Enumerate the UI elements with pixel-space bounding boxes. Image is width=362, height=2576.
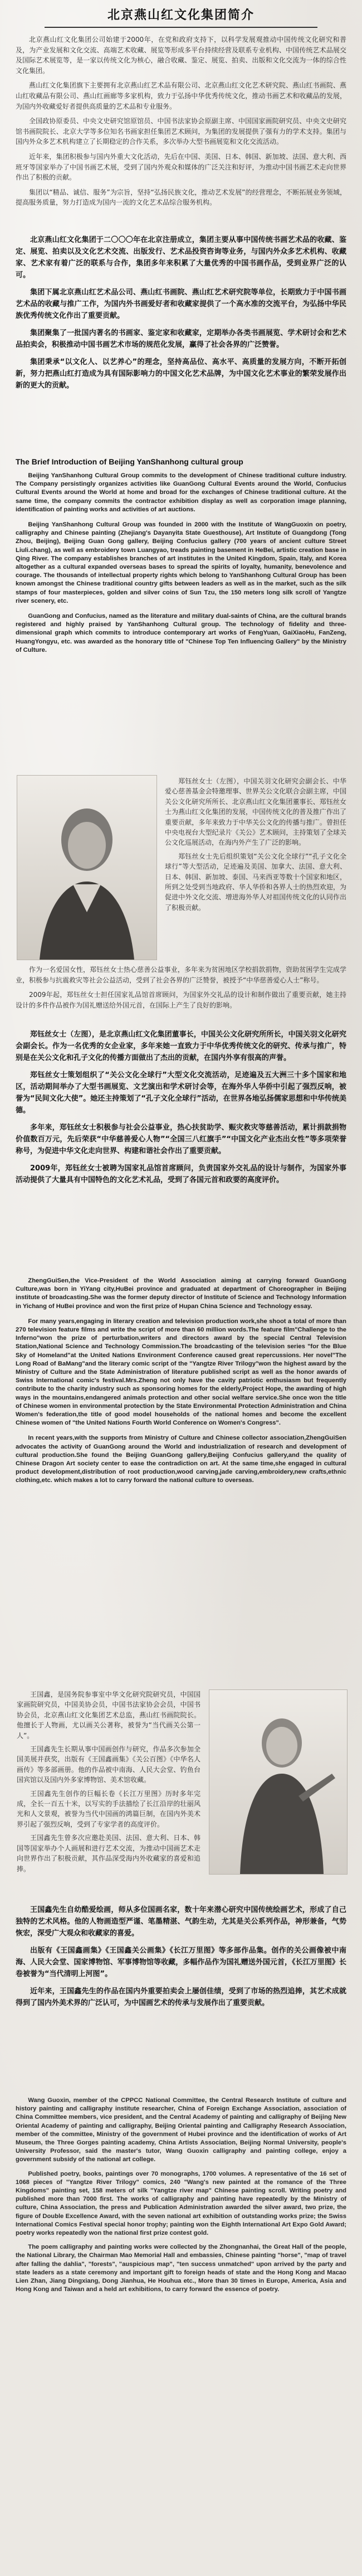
zheng-zh-bold-paragraph: 多年来，郑钰丝女士积极参与社会公益事业，热心扶贫助学、赈灾救灾等慈善活动，累计捐款捐物价值数百万元，先后荣获“中华慈善爱心人物”“全国三八红旗手”“中国文化产业杰出女性”等多项荣誉称号，为促进中华文化走向世界、构建和谐社会作出了重要贡献。: [16, 1124, 346, 1155]
intro-en-paragraph: Beijing YanShanhong Cultural Group was founded in 2000 with the Institute of WangGuoxin on poetry, calligraphy and Chinese painting (Zhejiang's Dayanyita State Guesthouse), Art Institute of Guangdong (Tong Zhou, Beijing), Beijing Guan Gong gallery, Beijing Confucius gallery (700 years of ancient culture Street Liuli.chang), as well as embroidery town Luangyao, treads painting basement in HeBei, artistic creation base in Qing River. The company establishes branches of art institutes in the United Kingdom, Spain, Italy, and Korea altogether as a cultural expanded overseas bases to spread the spirits of loyalty, humanity, benevolence and courage. The thousands of intellectual property rights which belong to YanShanhong Cultural Group has been known amongst the Chinese traditional country gifts between leaders as well as in the market, such as the silk stamps of four masterpieces, golden and silver coins of Sun Tzu, the 150 meters long silk scroll of Yangtze river scenery, etc.: [16, 521, 346, 604]
wang-zh-bold-paragraph: 近年来，王国鑫先生的作品在国内外重要拍卖会上屡创佳绩，受到了市场的热烈追捧，其艺术成就得到了国内外美术界的广泛认可，为中国画艺术的传承与发展作出了重要贡献。: [16, 1987, 346, 2007]
zheng-zh-paragraph: 2009年起，郑钰丝女士担任国家礼品馆首席顾问，为国家外交礼品的设计和制作做出了重要贡献，她主持设计的多件作品被作为国礼赠送给外国元首，在国际上产生了良好的影响。: [16, 991, 346, 1009]
page-title: 北京燕山红文化集团简介: [107, 8, 255, 22]
zheng-zh-continued: [16, 965, 346, 1015]
intro-zh-bold-paragraph: 集团下属北京燕山红艺术品公司、燕山红书画院、燕山红艺术研究院等单位，长期致力于中国书画艺术品的收藏与推广工作，为国内外书画爱好者和收藏家提供了一个高水准的交流平台，为弘扬中华民族优秀传统文化作出了重要贡献。: [16, 288, 346, 320]
intro-zh-paragraph: 燕山红文化集团旗下主要拥有北京燕山红艺术品有限公司、北京燕山红文化艺术研究院、燕山红书画院、燕山红收藏品有限公司、燕山红画廊等多家机构，致力于弘扬中华优秀传统文化，推动书画艺术和收藏品的发展，为国内外收藏爱好者提供高质量的艺术品和专业服务。: [16, 81, 346, 110]
intro-zh-bold-paragraph: 集团聚集了一批国内著名的书画家、鉴定家和收藏家，定期举办各类书画展览、学术研讨会和艺术品拍卖会，积极推动中国书画艺术市场的规范化发展，赢得了社会各界的广泛赞誉。: [16, 329, 346, 349]
intro-zh-bold-paragraph: 北京燕山红文化集团于二〇〇〇年在北京注册成立，集团主要从事中国传统书画艺术品的收藏、鉴定、展览、拍卖以及文化艺术交流、出版发行、艺术品投资咨询等业务，与国内外众多艺术机构、收藏家、艺术家有着广泛的联系与合作，集团多年来积累了大量优秀的中国书画作品，受到业界广泛的认可。: [16, 236, 346, 279]
wang-en-paragraph: Wang Guoxin, member of the CPPCC National Committee, the Central Research Institute of culture and history painting and calligraphy institute researcher, China of Foreign Exchange Association, association of China Committee members, vice president, and the Central Academy of painting and calligraphy of Beijing New Oriental Academy of painting and calligraphy, Beijing Oriental painting and Calligraphy Research Association, member of the committee, Ministry of the government of Hubei province and the identification of works of Art Museum, the Three Gorges painting academy, China Artists Association, Beijing Normal University, people's University Professor, said the master's tutor, Wang Guoxin calligraphy and painting college, enjoy a government subsidy of the national art college.: [16, 2097, 346, 2163]
intro-zh-bold-paragraph: 集团秉承“以文化人、以艺养心”的理念，坚持高品位、高水平、高质量的发展方向，不断开拓创新，努力把燕山红打造成为具有国际影响力的中国文化艺术品牌，为中国文化艺术事业的繁荣发展作出新的更大的贡献。: [16, 358, 346, 390]
zheng-zh-paragraph: 郑钰丝女士先后组织策划“关公文化全球行”“孔子文化全球行”等大型活动，足迹遍及美国、加拿大、法国、意大利、日本、韩国、新加坡、泰国、马来西亚等数十个国家和地区，所到之处受到当地政府、华人华侨和各界人士的热烈欢迎，为促进中外文化交流、增进海外华人对祖国传统文化的认同作出了积极贡献。: [165, 852, 346, 912]
wang-zh-paragraph: 王国鑫先生创作的巨幅长卷《长江万里图》历时多年完成，全长一百五十米，以写实的手法描绘了长江沿岸的壮丽风光和人文景观，被誉为当代中国画的鸿篇巨制，在国内外美术界引起了强烈反响，受到了专家学者的高度评价。: [17, 1789, 200, 1828]
zheng-zh-paragraph: 作为一名爱国女性，郑钰丝女士热心慈善公益事业，多年来为贫困地区学校捐款捐物，资助贫困学生完成学业，积极参与抗震救灾等社会公益活动，受到了社会各界的广泛赞誉，被授予“中华慈善爱心人士”称号。: [16, 966, 346, 984]
wang-zh-paragraph: 王国鑫先生曾多次应邀赴美国、法国、意大利、日本、韩国等国家举办个人画展和进行艺术交流，为推动中国画艺术走向世界作出了积极贡献，其作品深受海内外收藏家的喜爱和追捧。: [17, 1834, 200, 1873]
zheng-en-paragraph: In recent years,with the supports from Ministry of Culture and Chinese collector association,ZhengGuiSen advocates the activity of GuanGong around the World and industrialization of research and development of cultural production.She found the Beijing GuanGong gallery,Beijing Confucius gallery,and the quality of Chinese Dragon Art society center to ease the contradiction on art. At the same time,she engaged in cultural product development,distribution of root production,wood carving,jade carving,embroidery,new crafts,ethnic clothing,etc. which makes a lot to carry forward the national culture to overseas.: [16, 1435, 346, 1484]
wang-zh-paragraph: 王国鑫先生长期从事中国画创作与研究，作品多次参加全国美展并获奖，出版有《王国鑫画集》《关公百图》《中华名人画传》等多部画册。他的作品被中南海、人民大会堂、钓鱼台国宾馆以及国内外多家博物馆、美术馆收藏。: [17, 1745, 200, 1784]
intro-zh-paragraph: 北京燕山红文化集团公司始建于2000年，在党和政府支持下，以科学发展观推动中国传统文化研究和普及，为产业发展和文化交流、高端艺术收藏、展览等形成多平台持续经营及联系专业机构、中国传统艺术品展交及国际艺术展览等，是一家以传统文化为核心，融合收藏、鉴定、展览、拍卖、出版和文化交流为一体的综合性文化集团。: [16, 36, 346, 75]
intro-zh-paragraph: 集团以“精品、诚信、服务”为宗旨，坚持“弘扬民族文化，推动艺术发展”的经营理念，不断拓展业务领域，提高服务质量，努力打造成为国内一流的文化艺术品综合服务机构。: [16, 188, 346, 207]
title-divider: [45, 27, 317, 28]
zheng-zh-section: [165, 776, 346, 916]
intro-zh-paragraph: 全国政协原委员、中央文史研究馆原馆员、中国书法家协会原副主席、中国国家画院研究员、中央文史研究馆书画院院长、北京大学等多位知名书画家担任集团艺术顾问，为集团的发展提供了强有力的学术支持。集团与国内外众多艺术机构建立了长期稳定的合作关系，多次举办大型书画展览和文化交流活动。: [16, 117, 346, 146]
zheng-en-paragraph: ZhengGuiSen,the Vice-President of the World Association aiming at carrying forward GuanGong Culture,was born in YiYang city,HuBei province and graduated at department of Choreographer in Beijing institute of broadcasting.She was the former deputy director of Institute of Science and Technology Information in Yichang of HuBei province and won the first prize of Hupan China Science and Technology essay.: [16, 1277, 346, 1310]
intro-en-paragraph: Beijing YanShanhong Cultural Group commits to the development of Chinese traditional culture industry. The Company persistingly organizes activities like GuanGong Cultural Events around the World, Confucius Cultural Events around the World at home and broad for the exchanges of Chinese traditional culture. At the same time, the company commits the contractor exhibition display as well as corporation image planning, identification of painting works and activities of art auctions.: [16, 472, 346, 513]
intro-en-section: [16, 457, 346, 661]
portrait-placeholder-icon: [209, 1690, 347, 1874]
wang-zh-bold-section: [16, 1904, 346, 2015]
intro-en-paragraph: GuanGong and Confucius, named as the literature and military dual-saints of China, are the cultural brands registered and highly praised by YanShanhong Cultural group. The technology of fidelity and three-dimensional graph which commits to introduce contemporary art works of FengYuan, GaiXiaoHu, FanZeng, HuangYongyu, etc. was awarded as the honorary title of "Chinese Top Ten Influencing Gallery" by the Ministry of Culture.: [16, 613, 346, 653]
zheng-zh-bold-section: [16, 1029, 346, 1192]
zheng-zh-bold-paragraph: 郑钰丝女士策划组织了“关公文化全球行”大型文化交流活动，足迹遍及五大洲三十多个国家和地区，活动期间举办了大型书画展览、文艺演出和学术研讨会等，在海外华人华侨中引起了强烈反响，被誉为“民间文化大使”。她还主持策划了“孔子文化全球行”活动，在世界各地弘扬儒家思想和中华传统美德。: [16, 1071, 346, 1115]
zheng-portrait-photo: [17, 775, 157, 960]
portrait-placeholder-icon: [17, 776, 156, 960]
zheng-en-paragraph: For many years,engaging in literary creation and television production work,she shoot a total of more than 270 television feature films and write the script of more than 60 million words.The feature film"Challenge to the Inferno"won the prize of perturbation,writers and directors award by the special Central Television Station,National Science and Technology Commission.The broadcasting of the television series "for the Blue Sky of Homeland"at the United Nations Environment Conference caused great repercussions. Her novel"The Long Road of BaMang"and the literary comic script of the "Yangtze River Trilogy"won the highest award by the Ministry of Culture and the State Administration of literature published script as well as the honor awards of Swiss International comic's festival.Mrs.Zheng not only have the cavity patriotic enthusiasm but frequently contribute to the charity industry such as sponsoring homes for the elderly,Project Hope, the awarding of high ways in the mountains,endangered animals protection and other social welfare service.She once won the title of Chinese women in environmental protection by the State Environmental Protection Administration and China Women's federation,the title of good model households of the national homes and become the excellent Chinese women of "the United Nations Fourth World Conference on Women's Congress".: [16, 1318, 346, 1427]
zheng-zh-paragraph: 郑钰丝女士（左图），中国关羽文化研究会副会长、中华爱心慈善基金会特邀理事、世界关公文化联合会副主席，中国关公文化研究所所长、北京燕山红文化集团董事长、郑钰丝女士为燕山红文化集团的发展，中国传统文化的普及推广作出了重要贡献，多年来致力于中华关公文化的传播与推广。曾担任中央电视台大型纪录片《关公》艺术顾问，主持策划了全球关公文化巡展活动，在海内外产生了广泛的影响。: [165, 777, 346, 847]
zheng-en-section: [16, 1277, 346, 1492]
zheng-zh-bold-paragraph: 2009年，郑钰丝女士被聘为国家礼品馆首席顾问，负责国家外交礼品的设计与制作，为国家外事活动提供了大量具有中国特色的文化艺术礼品，受到了各国元首和政要的高度评价。: [16, 1164, 346, 1184]
intro-zh-paragraph: 近年来，集团积极参与国内外重大文化活动，先后在中国、美国、日本、韩国、新加坡、法国、意大利、西班牙等国家举办了中国书画艺术展，受到了国内外观众和媒体的广泛关注和好评，为推动中国书画艺术走向世界作出了积极的贡献。: [16, 152, 346, 182]
intro-zh-bold-section: [16, 234, 346, 397]
wang-zh-bold-paragraph: 出版有《王国鑫画集》《王国鑫关公画集》《长江万里图》等多部作品集。创作的关公画像被中南海、人民大会堂、国家博物馆、军事博物馆等收藏，多幅作品作为国礼赠送外国元首，《长江万里图》长卷被誉为“当代清明上河图”。: [16, 1946, 346, 1978]
wang-portrait-photo: [209, 1689, 348, 1875]
wang-zh-section: [17, 1689, 200, 1877]
intro-zh-section: [16, 35, 346, 212]
wang-zh-paragraph: 王国鑫，是国务院参事室中华文化研究院研究员，中国国家画院研究员，中国美协会员，中国书法家协会会员，中国书协会员，北京燕山红文化集团艺术总监，燕山红书画院院长。他擅长于人物画，尤以画关公著称，被誉为“当代画关公第一人”。: [17, 1691, 200, 1740]
wang-en-section: [16, 2096, 346, 2299]
wang-en-paragraph: The poem calligraphy and painting works were collected by the Zhongnanhai, the Great Hall of the people, the National Library, the Chairman Mao Memorial Hall and embassies, Chinese painting "horse", "map of travel after falling the dahlia", "forests", "auspicious map", "ten success unmatched" upon arrived by the party and state leaders as a state ceremony and important gift to foreign heads of state and the Hong Kong and Macao Lien Zhan, Jiang Dingxiang, Dong Jianhua, He Houhua etc., More than 30 times in Europe, America, Asia and Hong Kong and Taiwan and a held art exhibitions, to carry forward the essence of poetry.: [16, 2244, 346, 2293]
zheng-zh-bold-paragraph: 郑钰丝女士（左图），是北京燕山红文化集团董事长，中国关公文化研究所所长，中国关羽文化研究会副会长。作为一名优秀的女企业家，多年来她一直致力于中华优秀传统文化的研究、传承与推广，特别是在关公文化和孔子文化的传播方面做出了杰出的贡献，在国内外享有很高的声誉。: [16, 1030, 346, 1062]
intro-en-heading: The Brief Introduction of Beijing YanShanhong cultural group: [16, 457, 243, 466]
wang-zh-bold-paragraph: 王国鑫先生自幼酷爱绘画，师从多位国画名家，数十年来潜心研究中国传统绘画艺术，形成了自己独特的艺术风格。他的人物画造型严谨、笔墨精湛、气韵生动，尤其是关公系列作品，神形兼备，气势恢宏，深受广大观众和收藏家的喜爱。: [16, 1906, 346, 1938]
wang-en-paragraph: Published poetry, books, paintings over 70 monographs, 1700 volumes. A representative of the 16 set of 1068 pieces of "Yangtze River Trilogy" comics, 240 "Wang's new painted at the romance of the Three Kingdoms" painting set, 158 meters of silk "Yangtze river map" Chinese painting scroll. Writing poetry and published more than 7000 first. The works of calligraphy and painting have repeatedly by the Ministry of culture, China Association, the press and Publication Administration awarded the silver award, two prize, the figure of Double Excellence Award, with the seven national art exhibition of outstanding works prize; the Swiss International Comics Festival special honor trophy; painting won the Eighth International Art Expo Gold Award; poetry works repeatedly won the national first prize contest gold.: [16, 2170, 346, 2237]
